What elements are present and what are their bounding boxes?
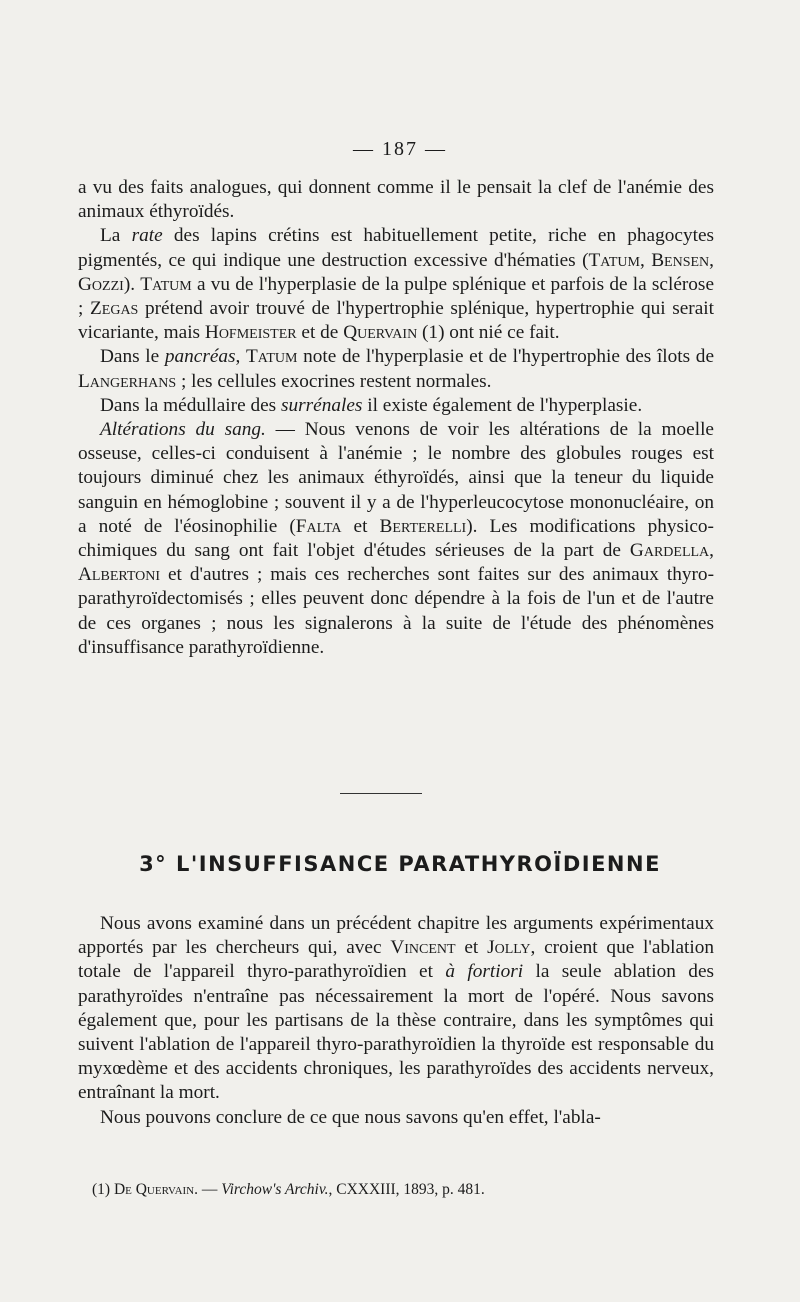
paragraph-5: Altérations du sang. — Nous venons de voir les altérations de la moelle osseuse, celles-ci conduisent à l'anémie ; le nombre des globules rouges est toujours diminué chez les animaux éthyroïdés, ainsi que la teneur du liquide sanguin en hémoglobine ; souvent il y a de l'hyperleucocytose mononucléaire, on a noté de l'éosinophilie (Falta et Berterelli). Les modifications physico-chimiques du sang ont fait l'objet d'études sérieuses de la part de Gardella, Albertoni et d'autres ; mais ces recherches sont faites sur des animaux thyro-parathyroïdectomisés ; elles peuvent donc dépendre à la fois de l'un et de l'autre de ces organes ; nous les signalerons à la suite de l'étude des phénomènes d'insuffisance parathyroïdienne. xyxy=(78,419,714,658)
subheading-alterations: Altérations du sang. xyxy=(100,419,266,441)
paragraph-7: Nous pouvons conclure de ce que nous savons qu'en effet, l'abla- xyxy=(100,1106,601,1128)
paragraph-2: La rate des lapins crétins est habituellement petite, riche en phagocytes pigmentés, ce qui indique une destruction excessive d'hématies (Tatum, Bensen, Gozzi). Tatum a vu de l'hyperplasie de la pulpe splénique et parfois de la sclérose ; Zegas prétend avoir trouvé de l'hypertrophie splénique, hypertrophie qui serait vicariante, mais Hofmeister et de Quervain (1) ont nié ce fait. xyxy=(78,225,715,344)
text-block-upper xyxy=(78,176,714,660)
section-title: 3° L'INSUFFISANCE PARATHYROÏDIENNE xyxy=(139,852,661,876)
paragraph-1: a vu des faits analogues, qui donnent comme il le pensait la clef de l'anémie des animaux éthyroïdés. xyxy=(78,177,714,223)
footnote: (1) De Quervain. — Virchow's Archiv., CXXXIII, 1893, p. 481. xyxy=(92,1181,485,1198)
paragraph-3: Dans le pancréas, Tatum note de l'hyperplasie et de l'hypertrophie des îlots de Langerhans ; les cellules exocrines restent normales. xyxy=(78,346,715,392)
section-divider xyxy=(340,793,422,794)
paragraph-4: Dans la médullaire des surrénales il existe également de l'hyperplasie. xyxy=(100,394,643,416)
paragraph-6: Nous avons examiné dans un précédent chapitre les arguments expérimentaux apportés par les chercheurs qui, avec Vincent et Jolly, croient que l'ablation totale de l'appareil thyro-parathyroïdien et à fortiori la seule ablation des parathyroïdes n'entraîne pas nécessairement la mort de l'opéré. Nous savons également que, pour les partisans de la thèse contraire, dans les symptômes qui suivent l'ablation de l'appareil thyro-parathyroïdien la thyroïde est responsable du myxœdème et des accidents chroniques, les parathyroïdes des accidents nerveux, entraînant la mort. xyxy=(78,913,715,1104)
text-block-lower xyxy=(78,912,714,1130)
page-number: — 187 — xyxy=(353,138,447,160)
